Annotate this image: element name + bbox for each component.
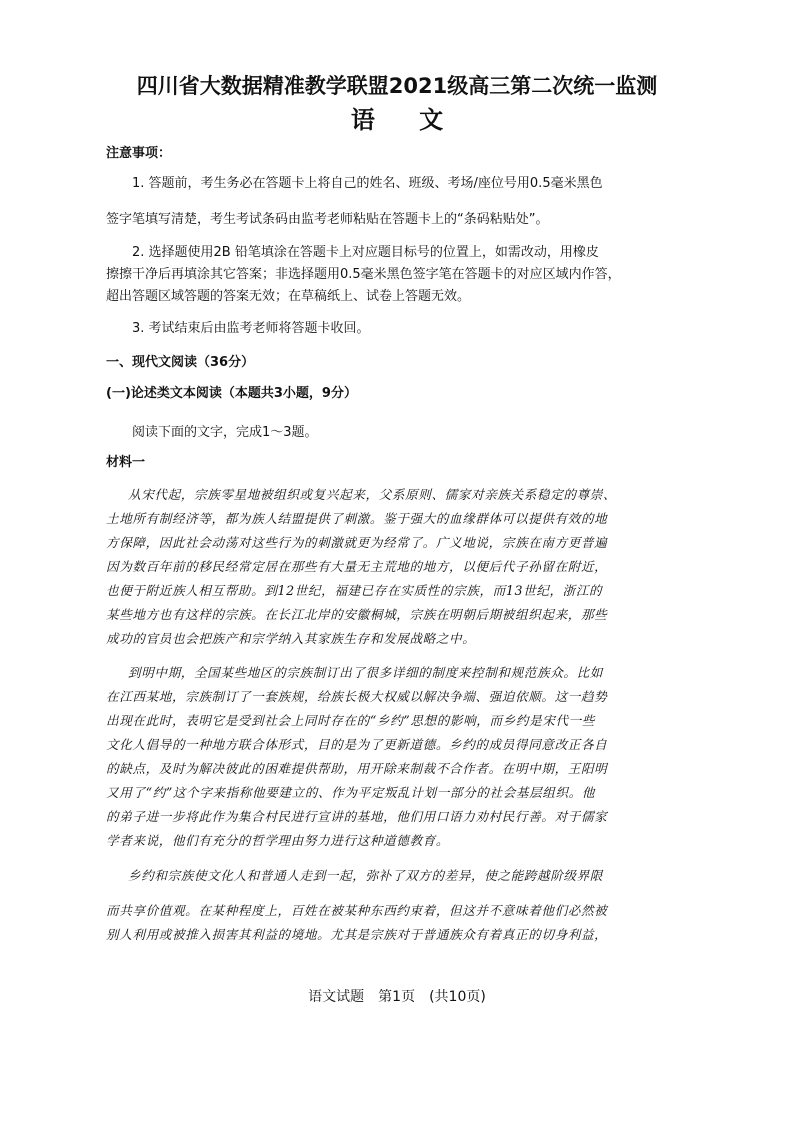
exam-title: 四川省大数据精准教学联盟2021级高三第二次统一监测 bbox=[136, 74, 658, 98]
notice-item-1-cont: 签字笔填写清楚，考生考试条码由监考老师粘贴在答题卡上的“条码粘贴处”。 bbox=[106, 212, 549, 227]
material-line: 方保障，因此社会动荡对这些行为的刺激就更为经常了。广义地说，宗族在南方更普遍 bbox=[106, 535, 608, 550]
subject-title: 语 文 bbox=[350, 106, 462, 134]
material-line: 又用了“约”这个字来指称他要建立的、作为平定叛乱计划一部分的社会基层组织。他 bbox=[106, 785, 596, 800]
notice-item-2: 2. 选择题使用2B 铅笔填涂在答题卡上对应题目标号的位置上，如需改动，用橡皮 bbox=[132, 245, 599, 260]
material-line: 到明中期，全国某些地区的宗族制订出了很多详细的制度来控制和规范族众。比如 bbox=[128, 665, 603, 680]
material-line: 学者来说，他们有充分的哲学理由努力进行这种道德教育。 bbox=[106, 833, 450, 848]
material-line: 的缺点，及时为解决彼此的困难提供帮助，用开除来制裁不合作者。在明中期，王阳明 bbox=[106, 761, 608, 776]
material-line: 的弟子进一步将此作为集合村民进行宣讲的基地，他们用口语力劝村民行善。对于儒家 bbox=[106, 809, 608, 824]
material-line: 土地所有制经济等，都为族人结盟提供了刺激。鉴于强大的血缘群体可以提供有效的地 bbox=[106, 511, 608, 526]
material-line: 从宋代起，宗族零星地被组织或复兴起来，父系原则、儒家对亲族关系稳定的尊崇、 bbox=[128, 487, 617, 502]
notice-item-2-cont: 擦擦干净后再填涂其它答案；非选择题用0.5毫米黑色签字笔在答题卡的对应区域内作答， bbox=[106, 267, 621, 282]
notice-item-1: 1. 答题前，考生务必在答题卡上将自己的姓名、班级、考场/座位号用0.5毫米黑色 bbox=[132, 176, 603, 191]
material-label: 材料一 bbox=[106, 455, 146, 470]
notice-heading: 注意事项： bbox=[106, 146, 172, 161]
material-line: 别人利用或被推入损害其利益的境地。尤其是宗族对于普通族众有着真正的切身利益， bbox=[106, 927, 608, 942]
section-heading: 一、现代文阅读（36分） bbox=[106, 355, 255, 370]
sub-heading-text: (一)论述类文本阅读（本题共3小题，9分） bbox=[106, 386, 357, 401]
material-line: 也便于附近族人相互帮助。到12世纪，福建已存在实质性的宗族，而13世纪，浙江的 bbox=[106, 583, 603, 598]
page-footer: 语文试题 第1页 (共10页) bbox=[308, 989, 486, 1005]
section-sub-heading bbox=[106, 385, 696, 403]
material-line: 成功的官员也会把族产和宗学纳入其家族生存和发展战略之中。 bbox=[106, 631, 476, 646]
notice-item-2-cont2: 超出答题区域答题的答案无效；在草稿纸上、试卷上答题无效。 bbox=[106, 289, 471, 304]
material-line: 因为数百年前的移民经常定居在那些有大量无主荒地的地方，以便后代子孙留在附近， bbox=[106, 559, 608, 574]
reading-instruction: 阅读下面的文字，完成1～3题。 bbox=[132, 425, 318, 440]
material-line: 在江西某地，宗族制订了一套族规，给族长极大权威以解决争端、强迫依顺。这一趋势 bbox=[106, 689, 608, 704]
material-line: 文化人倡导的一种地方联合体形式，目的是为了更新道德。乡约的成员得同意改正各自 bbox=[106, 737, 608, 752]
material-line: 出现在此时，表明它是受到社会上同时存在的“乡约”思想的影响，而乡约是宋代一些 bbox=[106, 713, 596, 728]
material-line: 某些地方也有这样的宗族。在长江北岸的安徽桐城，宗族在明朝后期被组织起来，那些 bbox=[106, 607, 608, 622]
notice-item-3: 3. 考试结束后由监考老师将答题卡收回。 bbox=[132, 321, 370, 336]
material-line: 而共享价值观。在某种程度上，百姓在被某种东西约束着，但这并不意味着他们必然被 bbox=[106, 903, 608, 918]
material-line: 乡约和宗族使文化人和普通人走到一起，弥补了双方的差异，使之能跨越阶级界限 bbox=[128, 868, 603, 883]
